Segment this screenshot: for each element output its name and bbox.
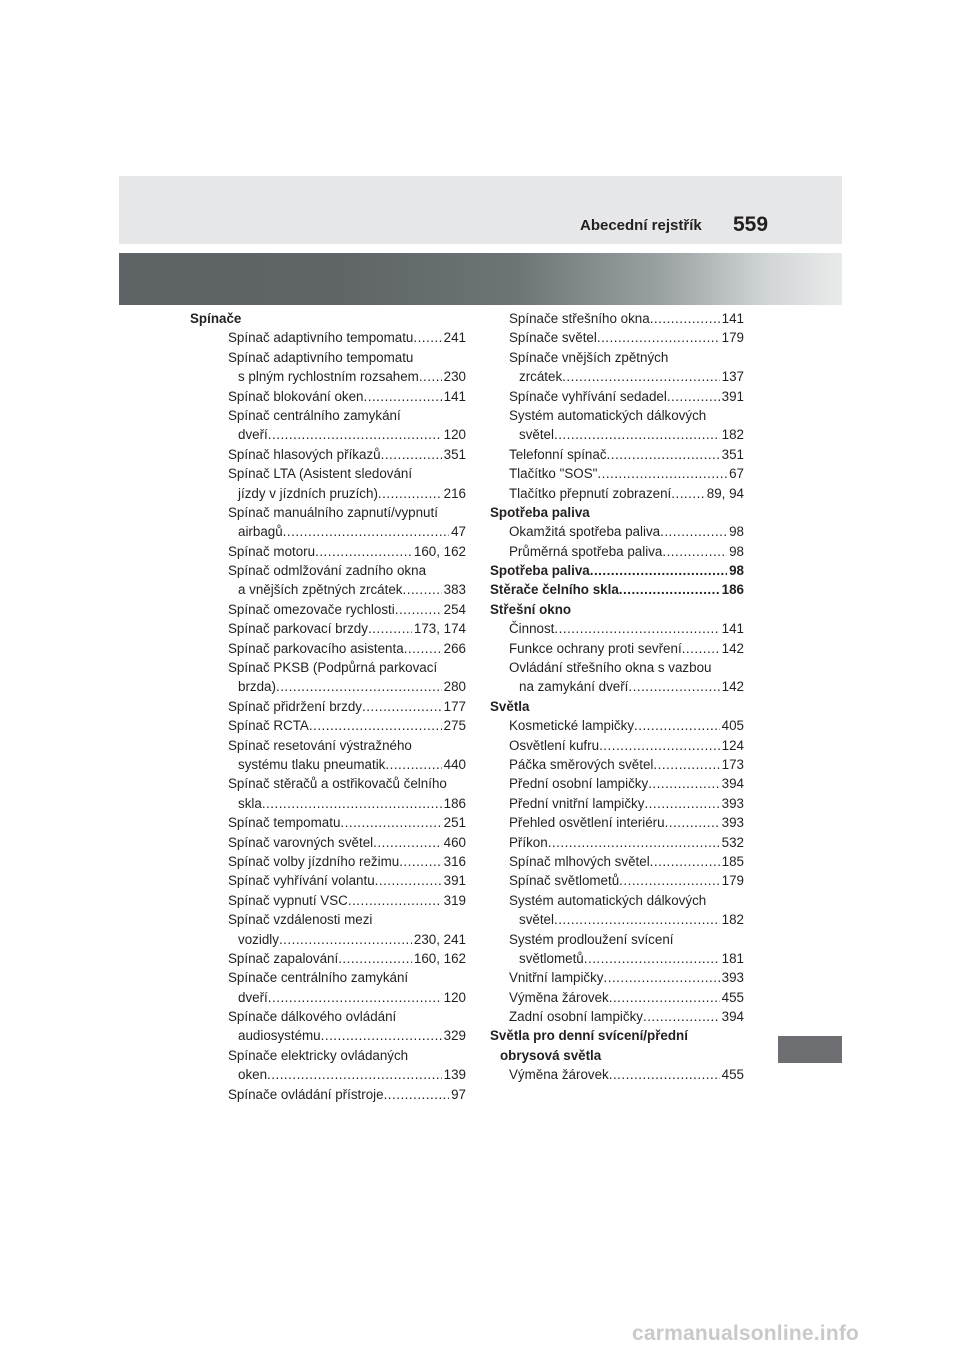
index-entry — [490, 852, 744, 871]
index-entry-page: 251 — [443, 815, 466, 831]
index-entry-term: Spínač přidržení brzdy — [228, 698, 362, 714]
index-entry-page: 98 — [729, 524, 744, 540]
index-entry — [190, 871, 466, 890]
dot-leader — [348, 891, 442, 910]
dot-leader — [338, 949, 412, 968]
index-entry-term: Spínač vyhřívání volantu — [228, 873, 375, 889]
index-entry-page: 394 — [721, 776, 744, 792]
dot-leader — [340, 813, 441, 832]
index-entry-page: 393 — [721, 795, 744, 811]
index-entry-page: 98 — [729, 563, 744, 579]
index-entry — [190, 619, 466, 638]
index-entry-term: audiosystému — [238, 1028, 321, 1044]
index-entry — [190, 716, 466, 735]
index-entry-term: zrcátek — [519, 369, 563, 385]
dot-leader — [309, 716, 442, 735]
index-entry-term: Příkon — [509, 834, 548, 850]
dot-leader — [548, 833, 720, 852]
dot-leader — [643, 1007, 720, 1026]
header-gradient-bar — [119, 253, 842, 305]
dot-leader — [650, 309, 720, 328]
dot-leader — [648, 774, 719, 793]
index-entry-term: Přehled osvětlení interiéru — [509, 815, 665, 831]
index-entry-page: 391 — [721, 388, 744, 404]
index-entry-term: Spínač parkovací brzdy — [228, 621, 368, 637]
index-entry-page: 351 — [443, 446, 466, 462]
dot-leader — [385, 755, 441, 774]
index-entry-page: 142 — [721, 640, 744, 656]
index-entry — [490, 367, 744, 386]
index-entry — [190, 755, 466, 774]
index-column-right — [490, 309, 744, 1085]
index-entry-page: 120 — [443, 989, 466, 1005]
index-entry-line: Spínač resetování výstražného — [228, 737, 412, 753]
index-entry-page: 254 — [443, 601, 466, 617]
index-entry — [190, 833, 466, 852]
index-entry-page: 405 — [721, 718, 744, 734]
index-entry-term: Spínač vypnutí VSC — [228, 892, 348, 908]
dot-leader — [634, 716, 720, 735]
dot-leader — [554, 910, 720, 929]
index-entry — [490, 561, 744, 580]
index-entry-page: 173 — [721, 756, 744, 772]
index-entry — [190, 367, 466, 386]
index-entry-page: 139 — [443, 1067, 466, 1083]
index-entry-line: Spínač PKSB (Podpůrná parkovací — [228, 660, 438, 676]
index-entry-line: Spínač LTA (Asistent sledování — [228, 466, 413, 482]
index-entry — [190, 988, 466, 1007]
index-entry-page: 393 — [721, 815, 744, 831]
index-entry-line: Systém automatických dálkových — [509, 892, 707, 908]
dot-leader — [665, 813, 720, 832]
index-entry-term: airbagů — [238, 524, 283, 540]
index-entry-page: 120 — [443, 427, 466, 443]
dot-leader — [667, 387, 720, 406]
index-entry-term: Přední vnitřní lampičky — [509, 795, 645, 811]
index-entry-term: s plným rychlostním rozsahem — [238, 369, 419, 385]
index-entry — [190, 1085, 466, 1104]
index-entry — [190, 949, 466, 968]
index-heading: Světla pro denní svícení/přední — [490, 1028, 688, 1044]
index-entry-page: 186 — [721, 582, 744, 598]
dot-leader — [554, 425, 720, 444]
index-entry-term: Tlačítko přepnutí zobrazení — [509, 485, 672, 501]
watermark: carmanualsonline.info — [632, 1322, 860, 1345]
index-entry-page: 394 — [721, 1009, 744, 1025]
index-entry-term: vozidly — [238, 931, 279, 947]
index-entry-term: Spínač volby jízdního režimu — [228, 853, 400, 869]
dot-leader — [597, 464, 727, 483]
index-entry-term: Kosmetické lampičky — [509, 718, 635, 734]
dot-leader — [597, 328, 720, 347]
index-entry-line: Spínač vzdálenosti mezi — [228, 912, 373, 928]
dot-leader — [660, 522, 727, 541]
index-entry-term: Spínač tempomatu — [228, 815, 341, 831]
index-entry-page: 460 — [443, 834, 466, 850]
dot-leader — [381, 445, 442, 464]
dot-leader — [599, 736, 720, 755]
dot-leader — [607, 445, 720, 464]
dot-leader — [373, 833, 442, 852]
index-entry-page: 316 — [443, 853, 466, 869]
index-entry-term: Spínače vyhřívání sedadel — [509, 388, 667, 404]
dot-leader — [283, 522, 449, 541]
index-entry-term: skla — [238, 795, 262, 811]
index-entry — [190, 542, 466, 561]
index-entry — [190, 600, 466, 619]
index-entry-page: 186 — [443, 795, 466, 811]
index-entry-page: 455 — [721, 1067, 744, 1083]
index-entry — [190, 677, 466, 696]
index-entry-term: Spotřeba paliva — [490, 563, 590, 579]
index-entry — [490, 755, 744, 774]
index-heading: Spínače — [190, 311, 242, 326]
index-entry-term: na zamykání dveří — [519, 679, 629, 695]
index-entry — [190, 852, 466, 871]
index-entry-term: Spínač mlhových světel — [509, 853, 650, 869]
index-heading: Spotřeba paliva — [490, 504, 590, 520]
index-entry-page: 216 — [443, 485, 466, 501]
dot-leader — [671, 484, 705, 503]
index-entry — [490, 968, 744, 987]
index-entry-term: Spínač adaptivního tempomatu — [228, 330, 414, 346]
index-entry-term: Vnitřní lampičky — [509, 970, 604, 986]
dot-leader — [403, 580, 442, 599]
dot-leader — [604, 968, 720, 987]
index-entry — [490, 445, 744, 464]
index-entry-term: Zadní osobní lampičky — [509, 1009, 643, 1025]
index-entry — [190, 1026, 466, 1045]
index-entry-line: Spínač manuálního zapnutí/vypnutí — [228, 504, 438, 520]
index-entry-term: systému tlaku pneumatik — [238, 756, 386, 772]
index-entry-term: Spínače světel — [509, 330, 597, 346]
index-entry-line: Systém prodloužení svícení — [509, 931, 674, 947]
index-entry-line: Spínače centrálního zamykání — [228, 970, 409, 986]
index-entry-page: 179 — [721, 330, 744, 346]
index-entry-term: Výměna žárovek — [509, 989, 609, 1005]
index-entry-page: 440 — [443, 756, 466, 772]
index-entry — [190, 522, 466, 541]
index-entry-term: oken — [238, 1067, 268, 1083]
page-number: 559 — [733, 213, 769, 236]
index-entry-page: 532 — [721, 834, 744, 850]
index-entry-line: Systém automatických dálkových — [509, 407, 707, 423]
index-entry-term: Činnost — [509, 621, 555, 637]
index-entry-term: Okamžitá spotřeba paliva — [509, 524, 661, 540]
dot-leader — [262, 794, 442, 813]
index-entry — [190, 794, 466, 813]
index-entry — [190, 445, 466, 464]
index-entry-term: a vnějších zpětných zrcátek — [238, 582, 403, 598]
index-entry-page: 142 — [721, 679, 744, 695]
index-entry-term: dveří — [238, 989, 268, 1005]
dot-leader — [653, 755, 719, 774]
index-entry-page: 89, 94 — [706, 485, 744, 501]
index-entry-page: 141 — [721, 311, 744, 326]
index-entry-term: Spínač omezovače rychlosti — [228, 601, 395, 617]
thumb-index-tab — [778, 1036, 842, 1063]
index-entry-page: 137 — [721, 369, 744, 385]
dot-leader — [279, 930, 412, 949]
dot-leader — [619, 580, 720, 599]
index-entry-page: 319 — [443, 892, 466, 908]
dot-leader — [267, 1065, 442, 1084]
dot-leader — [395, 600, 442, 619]
dot-leader — [321, 1026, 442, 1045]
dot-leader — [562, 367, 719, 386]
index-entry-page: 141 — [443, 388, 466, 404]
index-entry — [490, 484, 744, 503]
index-entry-line: Spínače elektricky ovládaných — [228, 1047, 409, 1063]
dot-leader — [419, 367, 442, 386]
index-entry-page: 241 — [443, 330, 466, 346]
index-entry-page: 393 — [721, 970, 744, 986]
index-entry — [490, 1007, 744, 1026]
index-entry-page: 181 — [721, 950, 744, 966]
index-entry — [490, 387, 744, 406]
index-entry — [490, 910, 744, 929]
index-entry — [190, 484, 466, 503]
index-entry-term: Tlačítko "SOS" — [509, 466, 598, 482]
dot-leader — [590, 561, 727, 580]
index-entry-term: Spínač blokování oken — [228, 388, 364, 404]
index-entry-page: 179 — [721, 873, 744, 889]
index-entry — [490, 309, 744, 328]
index-heading: Střešní okno — [490, 601, 572, 617]
index-entry-line: Spínač adaptivního tempomatu — [228, 349, 414, 365]
index-entry-page: 160, 162 — [413, 950, 466, 966]
index-entry-line: Spínač stěračů a ostřikovačů čelního — [228, 776, 447, 792]
index-entry-page: 383 — [443, 582, 466, 598]
dot-leader — [364, 387, 442, 406]
index-heading: obrysová světla — [500, 1047, 602, 1063]
index-entry — [490, 522, 744, 541]
index-entry-page: 266 — [443, 640, 466, 656]
dot-leader — [554, 619, 719, 638]
index-column-left — [190, 309, 466, 1104]
index-entry — [190, 580, 466, 599]
index-entry-term: světlometů — [519, 950, 584, 966]
index-entry — [490, 328, 744, 347]
index-entry — [190, 328, 466, 347]
dot-leader — [609, 988, 720, 1007]
index-entry-page: 351 — [721, 446, 744, 462]
index-entry — [490, 871, 744, 890]
index-entry — [490, 813, 744, 832]
index-heading: Světla — [490, 698, 530, 714]
index-entry-page: 275 — [443, 718, 466, 734]
index-entry — [190, 813, 466, 832]
index-entry-term: Spínač motoru — [228, 543, 316, 559]
index-entry-term: Spínač parkovacího asistenta — [228, 640, 404, 656]
index-entry — [190, 1065, 466, 1084]
index-entry-page: 182 — [721, 912, 744, 928]
dot-leader — [619, 871, 719, 890]
index-entry — [490, 464, 744, 483]
dot-leader — [378, 484, 442, 503]
dot-leader — [399, 852, 441, 871]
index-entry-term: Spínač varovných světel — [228, 834, 374, 850]
dot-leader — [268, 425, 442, 444]
index-entry-page: 141 — [721, 621, 744, 637]
index-entry — [490, 639, 744, 658]
index-entry — [190, 387, 466, 406]
dot-leader — [315, 542, 412, 561]
index-entry-line: Spínač centrálního zamykání — [228, 407, 401, 423]
index-entry — [490, 833, 744, 852]
index-entry-page: 230, 241 — [413, 931, 466, 947]
index-entry-page: 173, 174 — [413, 621, 466, 637]
index-entry — [490, 425, 744, 444]
dot-leader — [368, 619, 412, 638]
index-entry-page: 182 — [721, 427, 744, 443]
dot-leader — [362, 697, 442, 716]
index-entry-term: Telefonní spínač — [509, 446, 607, 462]
dot-leader — [276, 677, 442, 696]
index-entry — [190, 930, 466, 949]
index-entry-line: Ovládání střešního okna s vazbou — [509, 660, 712, 676]
index-entry-term: Osvětlení kufru — [509, 737, 600, 753]
index-entry-term: Funkce ochrany proti sevření — [509, 640, 682, 656]
index-entry-page: 67 — [729, 466, 744, 482]
index-entry-page: 160, 162 — [413, 543, 466, 559]
index-entry-page: 47 — [451, 524, 466, 540]
dot-leader — [584, 949, 720, 968]
index-entry — [190, 425, 466, 444]
index-entry-term: Průměrná spotřeba paliva — [509, 543, 663, 559]
dot-leader — [268, 988, 442, 1007]
index-entry — [190, 697, 466, 716]
index-entry-term: Spínače střešního okna — [509, 311, 650, 326]
index-entry-page: 329 — [443, 1028, 466, 1044]
index-entry-page: 280 — [443, 679, 466, 695]
index-entry-line: Spínače vnějších zpětných — [509, 349, 669, 365]
dot-leader — [413, 328, 441, 347]
index-entry — [490, 580, 744, 599]
dot-leader — [650, 852, 720, 871]
dot-leader — [404, 639, 442, 658]
index-entry — [490, 794, 744, 813]
index-entry-term: světel — [519, 427, 554, 443]
index-entry-page: 177 — [443, 698, 466, 714]
index-entry-page: 98 — [729, 543, 744, 559]
index-entry-term: brzda) — [238, 679, 276, 695]
index-entry-term: Stěrače čelního skla — [490, 582, 619, 598]
index-entry — [490, 542, 744, 561]
index-entry — [190, 891, 466, 910]
index-entry-page: 124 — [721, 737, 744, 753]
index-entry — [490, 736, 744, 755]
index-entry-line: Spínače dálkového ovládání — [228, 1009, 397, 1025]
dot-leader — [644, 794, 719, 813]
index-entry-page: 455 — [721, 989, 744, 1005]
index-entry — [490, 774, 744, 793]
index-entry-page: 97 — [451, 1086, 466, 1102]
index-entry — [490, 1065, 744, 1084]
dot-leader — [384, 1085, 450, 1104]
index-entry-page: 185 — [721, 853, 744, 869]
dot-leader — [628, 677, 719, 696]
index-entry-term: dveří — [238, 427, 268, 443]
index-entry-term: Páčka směrových světel — [509, 756, 654, 772]
index-entry — [490, 716, 744, 735]
index-entry — [490, 619, 744, 638]
dot-leader — [375, 871, 442, 890]
index-entry-term: světel — [519, 912, 554, 928]
index-entry-term: Spínač hlasových příkazů — [228, 446, 381, 462]
index-entry-page: 230 — [443, 369, 466, 385]
index-entry-term: Výměna žárovek — [509, 1067, 609, 1083]
index-entry-line: Spínač odmlžování zadního okna — [228, 563, 427, 579]
dot-leader — [662, 542, 727, 561]
index-entry — [490, 949, 744, 968]
index-entry-term: Spínače ovládání přístroje — [228, 1086, 384, 1102]
index-entry-term: jízdy v jízdních pruzích) — [238, 485, 378, 501]
index-entry-term: Spínač zapalování — [228, 950, 339, 966]
index-entry — [190, 639, 466, 658]
index-entry — [490, 988, 744, 1007]
dot-leader — [682, 639, 720, 658]
section-title: Abecední rejstřík — [580, 217, 702, 234]
index-entry-term: Spínač světlometů — [509, 873, 620, 889]
index-entry-page: 391 — [443, 873, 466, 889]
dot-leader — [609, 1065, 720, 1084]
index-entry-term: Spínač RCTA — [228, 718, 309, 734]
index-entry — [490, 677, 744, 696]
index-entry-term: Přední osobní lampičky — [509, 776, 649, 792]
